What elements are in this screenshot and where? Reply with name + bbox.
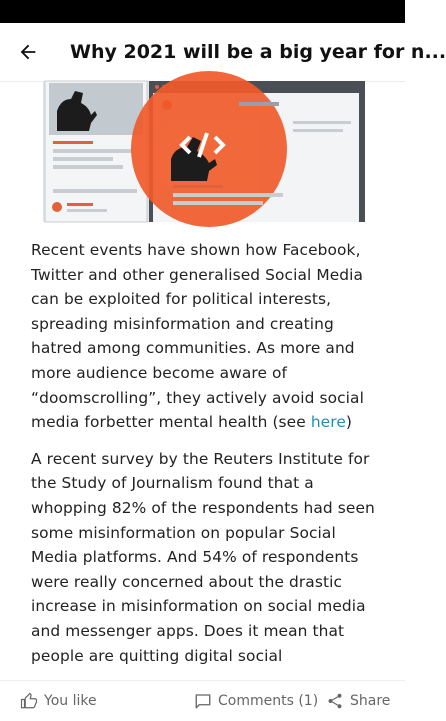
paragraph-1-text: Recent events have shown how Facebook, Twitter and other generalised Social Media can be exploited for political interests, spreading misinformation and creating hatred among communities. As more and more audience become aware of “doomscrolling”, they actively avoid social media forbetter mental health (see [31,241,364,432]
like-label: You like [44,693,97,709]
paragraph-1-end: ) [345,413,353,432]
arrow-left-icon [17,41,39,63]
like-button[interactable] [20,692,97,710]
page-title: Why 2021 will be a big year for n... [70,41,446,63]
comments-button[interactable] [194,692,318,710]
share-icon [326,692,344,710]
back-button[interactable] [0,23,56,81]
article-paragraph-2: A recent survey by the Reuters Institute for the Study of Journalism found that a whopping 82% of the respondents had seen some misinformation on popular Social Media platforms. And 54% of respondents were really concerned about the drastic increase in misinformation on social media and messenger apps. Does it mean that people are quitting digital social [31,449,375,665]
share-button[interactable] [326,692,390,710]
article-paragraph-1 [31,238,383,435]
status-bar [0,0,405,23]
article-body [31,238,383,680]
hero-illustration [43,81,365,222]
hero-image [43,81,365,222]
here-link[interactable]: here [310,413,346,432]
comments-label: Comments (1) [218,693,319,709]
comment-icon [194,692,212,710]
share-label: Share [350,693,391,709]
bottom-action-bar [0,680,405,721]
thumbs-up-icon [20,692,38,710]
